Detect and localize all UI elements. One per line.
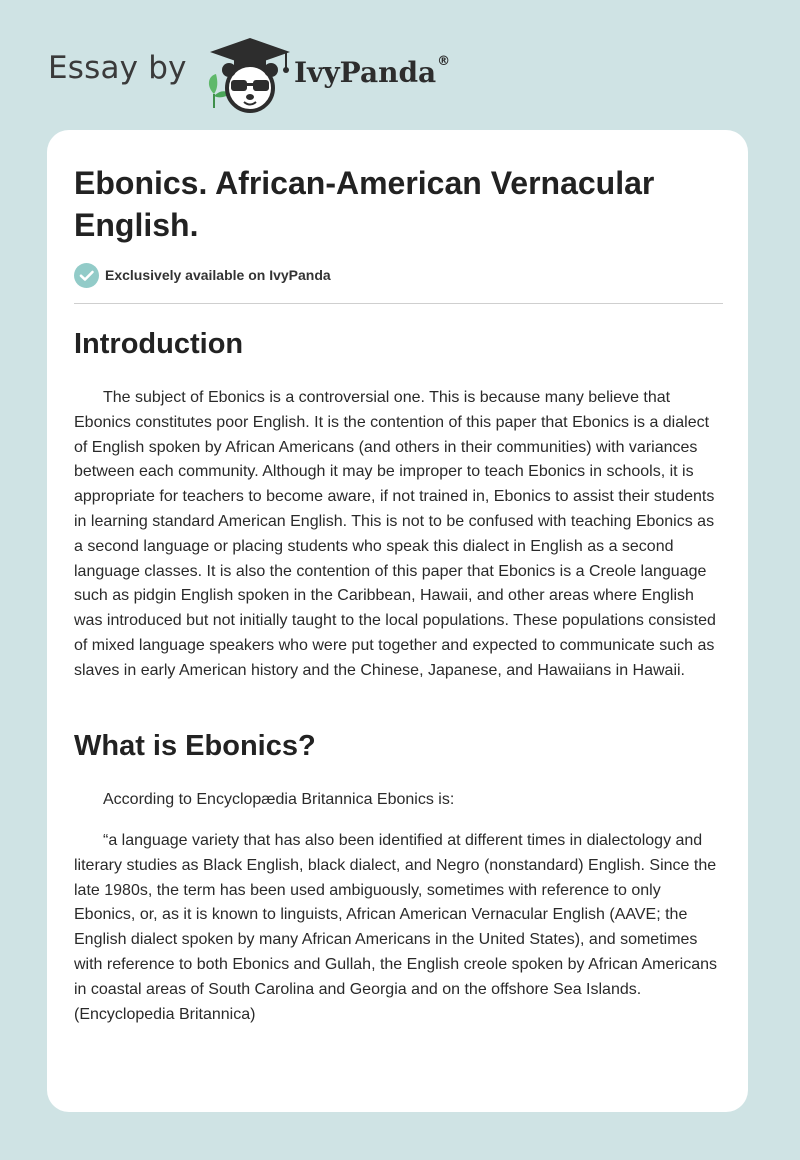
brand-text: IvyPanda xyxy=(294,56,437,89)
section-heading-introduction: Introduction xyxy=(74,328,244,360)
check-circle-icon xyxy=(74,263,99,288)
britannica-intro-paragraph: According to Encyclopædia Britannica Ebonics is: xyxy=(103,791,455,808)
page-title: Ebonics. African-American Vernacular English. xyxy=(74,165,655,243)
essay-by-label: Essay by xyxy=(48,50,187,86)
registered-mark: ® xyxy=(437,54,451,69)
britannica-quote-paragraph: “a language variety that has also been identified at different times in dialectology and literary studies as Black English, black dialect, and Negro (nonstandard) English. Since the late 1980s, the term has been used ambiguously, sometimes with reference to only Ebonics, or, as it is known to linguists, African American Vernacular English (AAVE; the English dialect spoken by many African Americans in the United States), and sometimes with reference to both Ebonics and Gullah, the English creole spoken by African Americans in coastal areas of South Carolina and Georgia and on the offshore Sea Islands. (Encyclopedia Britannica) xyxy=(74,832,718,1023)
section-heading-what-is-ebonics: What is Ebonics? xyxy=(74,730,316,762)
exclusive-badge-label: Exclusively available on IvyPanda xyxy=(105,267,331,283)
essay-card xyxy=(47,130,748,1112)
exclusive-badge xyxy=(74,262,331,288)
introduction-paragraph: The subject of Ebonics is a controversial one. This is because many believe that Ebonics constitutes poor English. It is the contention of this paper that Ebonics is a dialect of English spoken by African Americans (and others in their communities) with variances between each community. Although it may be improper to teach Ebonics in schools, it is appropriate for teachers to become aware, if not trained in, Ebonics to assist their students in learning standard American English. This is not to be confused with teaching Ebonics as a second language or placing students who speak this dialect in English as a second language classes. It is also the contention of this paper that Ebonics is a Creole language such as pidgin English spoken in the Caribbean, Hawaii, and other areas where English was introduced but not initially taught to the local populations. These populations consisted of mixed language speakers who were put together and expected to communicate such as slaves in early American history and the Chinese, Japanese, and Hawaiians in Hawaii. xyxy=(74,389,716,679)
site-header xyxy=(0,0,800,130)
brand-name[interactable] xyxy=(294,56,450,89)
title-divider xyxy=(74,303,723,304)
panda-logo-icon[interactable] xyxy=(200,34,292,114)
